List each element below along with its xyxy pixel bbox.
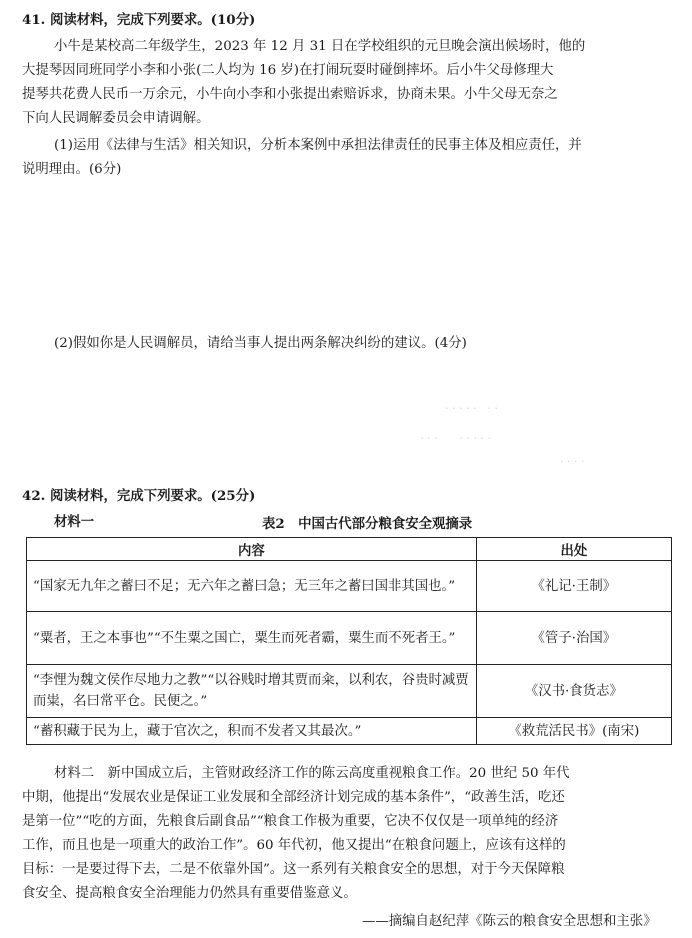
table-caption: 表2 中国古代部分粮食安全观摘录 bbox=[262, 516, 473, 532]
bleed-through-mark: · · · · · · · · bbox=[420, 432, 491, 445]
material-2-line-6: 食安全、提高粮食安全治理能力仍然具有重要借鉴意义。 bbox=[22, 886, 357, 901]
material-2-line-1: 材料二 新中国成立后，主管财政经济工作的陈云高度重视粮食工作。20 世纪 50 年代 bbox=[54, 766, 570, 781]
q41-subquestion-1-line-2: 说明理由。(6分) bbox=[22, 162, 122, 177]
table-header-row bbox=[27, 538, 672, 561]
table-cell-source: 《救荒活民书》(南宋) bbox=[476, 718, 671, 745]
q41-subquestion-1-line-1: (1)运用《法律与生活》相关知识，分析本案例中承担法律责任的民事主体及相应责任，并 bbox=[54, 138, 582, 153]
table-cell-source: 《礼记·王制》 bbox=[476, 561, 671, 612]
q41-paragraph-line-3: 提琴共花费人民币一万余元，小牛向小李和小张提出索赔诉求，协商未果。小牛父母无奈之 bbox=[22, 87, 558, 102]
table-header-content: 内容 bbox=[27, 538, 477, 561]
q41-paragraph-line-4: 下向人民调解委员会申请调解。 bbox=[22, 111, 210, 126]
q41-paragraph-line-1: 小牛是某校高二年级学生，2023 年 12 月 31 日在学校组织的元旦晚会演出候场时，他的 bbox=[54, 39, 586, 54]
table-header-source: 出处 bbox=[476, 538, 671, 561]
table-cell-content: “粟者，王之本事也”“不生粟之国亡，粟生而死者霸，粟生而不死者王。” bbox=[27, 612, 477, 665]
material-2-line-5: 目标：一是要过得下去，二是不依靠外国”。这一系列有关粮食安全的思想，对于今天保障粮 bbox=[22, 862, 565, 877]
bleed-through-mark: · · · · bbox=[560, 455, 585, 468]
table-cell-source: 《汉书·食货志》 bbox=[476, 665, 671, 718]
material-2-line-4: 工作，而且也是一项重大的政治工作”。60 年代初，他又提出“在粮食问题上，应该有这样的 bbox=[22, 838, 566, 853]
table-cell-content: “李悝为魏文侯作尽地力之教”“以谷贱时增其贾而籴，以利农，谷贵时减贾而粜，名曰常平仓。民便之。” bbox=[27, 665, 477, 718]
table-row bbox=[27, 612, 672, 665]
table-cell-content: “蓄积藏于民为上，藏于官次之，积而不发者又其最次。” bbox=[27, 718, 477, 745]
bleed-through-mark: · · · · · · · bbox=[445, 402, 498, 415]
material-2-line-2: 中期，他提出“发展农业是保证工业发展和全部经济计划完成的基本条件”，“政善生活，吃还 bbox=[22, 790, 565, 805]
q41-subquestion-2: (2)假如你是人民调解员，请给当事人提出两条解决纠纷的建议。(4分) bbox=[54, 336, 467, 351]
question-41-title: 41. 阅读材料，完成下列要求。(10分) bbox=[22, 12, 256, 28]
table-cell-content: “国家无九年之蓄曰不足；无六年之蓄曰急；无三年之蓄曰国非其国也。” bbox=[27, 561, 477, 612]
material-2-source: ——摘编自赵纪萍《陈云的粮食安全思想和主张》 bbox=[362, 914, 657, 929]
q41-paragraph-line-2: 大提琴因同班同学小李和小张(二人均为 16 岁)在打闹玩耍时碰倒摔坏。后小牛父母修理大 bbox=[22, 63, 554, 78]
material-2-line-3: 是第一位”“吃的方面，先粮食后副食品”“粮食工作极为重要，它决不仅仅是一项单纯的经济 bbox=[22, 814, 559, 829]
table-row bbox=[27, 561, 672, 612]
table-row bbox=[27, 665, 672, 718]
grain-security-table bbox=[26, 537, 672, 745]
material-1-label: 材料一 bbox=[54, 514, 95, 530]
table-row bbox=[27, 718, 672, 745]
table-cell-source: 《管子·治国》 bbox=[476, 612, 671, 665]
question-42-title: 42. 阅读材料，完成下列要求。(25分) bbox=[22, 488, 256, 504]
